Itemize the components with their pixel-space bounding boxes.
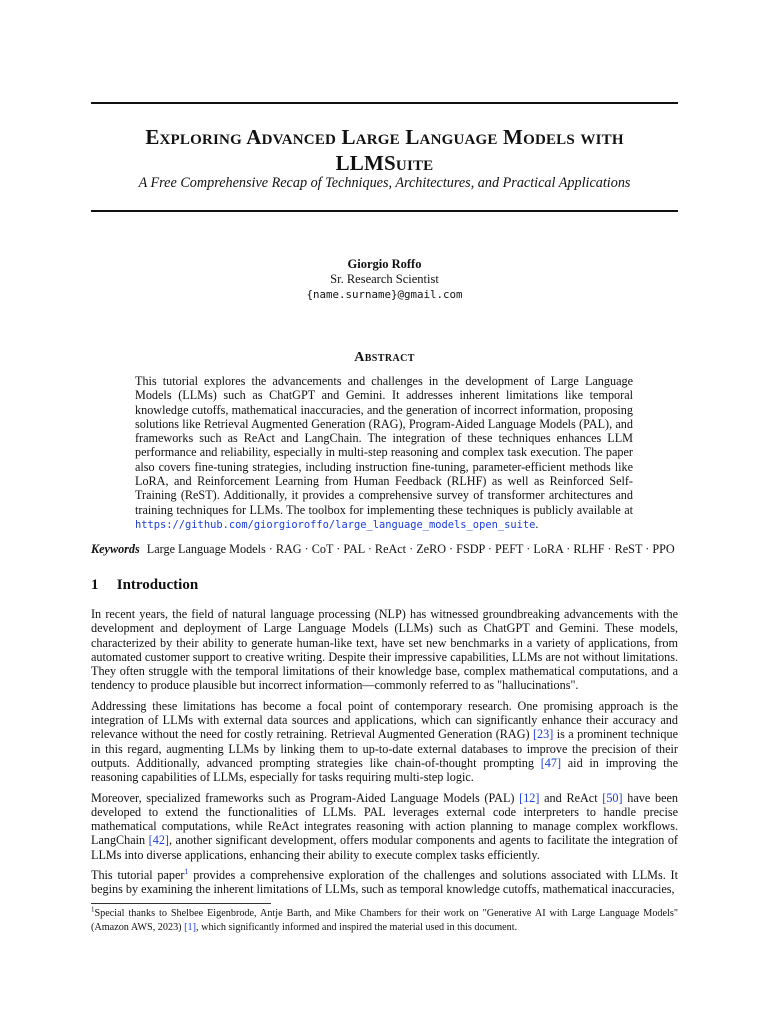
paragraph: In recent years, the field of natural language processing (NLP) has witnessed groundbreaking advancements with the development and deployment of Large Language Models (LLMs) such as ChatGPT and Gemini. These models, characterized by their ability to generate human-like text, have set new benchmarks in a variety of applications, from automated customer support to creative writing. Despite their impressive capabilities, LLMs are not without limitations. They often struggle with the temporal limitations of their knowledge base, complex mathematical computations, and a tendency to produce plausible but incorrect information—commonly referred to as "hallucinations". xyxy=(91,607,678,693)
paper-title xyxy=(91,124,678,176)
abstract-link-end: . xyxy=(535,516,539,531)
footnote-rule xyxy=(91,903,271,904)
citation-link[interactable]: [47] xyxy=(540,755,562,770)
author-email: {name.surname}@gmail.com xyxy=(306,288,463,301)
footnote: $^1$Special thanks to Shelbee Eigenbrode, Antje Barth, and Mike Chambers for their work on "Generative AI with Large Language Models" (Amazon AWS, 2023) [1], which significantly informed and inspired the material used in this document. xyxy=(91,905,678,933)
citation-link[interactable]: [42] xyxy=(148,833,169,848)
author-name: Giorgio Roffo xyxy=(347,257,422,271)
footnote-marker[interactable]: 1 xyxy=(184,866,189,876)
abstract-heading: Abstract xyxy=(354,350,415,365)
paragraph: This tutorial paper$^1$ provides a comprehensive exploration of the challenges and solutions associated with LLMs. It begins by examining the inherent limitations of LLMs, such as temporal knowledge cutoffs, mathematical inaccuracies, xyxy=(91,866,678,897)
paragraph: Moreover, specialized frameworks such as Program-Aided Language Models (PAL) [12] and ReAct [50] have been developed to extend the functionalities of LLMs. PAL leverages external code interpreters to handle precise mathematical computations, while ReAct integrates reasoning with action planning to manage complex workflows. LangChain [42], another significant development, offers modular components and agents to facilitate the integration of LLMs into diverse applications, enhancing their ability to execute complex tasks efficiently. xyxy=(91,790,678,862)
section-number: 1 xyxy=(91,577,99,593)
citation-link[interactable]: [50] xyxy=(602,790,623,805)
keywords-line xyxy=(91,542,691,557)
abstract-text: This tutorial explores the advancements and challenges in the development of Large Language Models (LLMs) such as ChatGPT and Gemini. It addresses inherent limitations like temporal knowledge cutoffs, mathematical inaccuracies, and the generation of incorrect information, proposing solutions like Retrieval Augmented Generation (RAG), Program-Aided Language Models (PAL), and frameworks such as ReAct and LangChain. The integration of these techniques enhances LLM performance and reliability, especially in multi-step reasoning and complex task execution. The paper also covers fine-tuning strategies, including instruction fine-tuning, parameter-efficient methods like LoRA, and Reinforcement Learning from Human Feedback (RLHF) as well as Reinforced Self-Training (ReST). Additionally, it provides a comprehensive survey of transformer architectures and training techniques for LLMs. The toolbox for implementing these techniques is publicly available at xyxy=(135,374,633,517)
footnote-number: 1 xyxy=(91,905,95,914)
top-rule xyxy=(91,102,678,104)
paper-subtitle: A Free Comprehensive Recap of Techniques, Architectures, and Practical Applications xyxy=(138,175,631,191)
citation-link[interactable]: [23] xyxy=(533,727,554,742)
paragraph: Addressing these limitations has become a focal point of contemporary research. One promising approach is the integration of LLMs with external data sources and applications, which can significantly enhance their accuracy and relevance without the need for costly retraining. Retrieval Augmented Generation (RAG) [23] is a prominent technique in this regard, augmenting LLMs by linking them to up-to-date external databases to improve the precision of their outputs. Additionally, advanced prompting strategies like chain-of-thought prompting [47] aid in improving the reasoning capabilities of LLMs, especially for tasks requiring multi-step logic. xyxy=(91,698,678,785)
bottom-title-rule xyxy=(91,210,678,212)
toolbox-link[interactable]: https://github.com/giorgioroffo/large_language_models_open_suite xyxy=(135,518,536,531)
abstract-body xyxy=(135,374,633,532)
introduction-body xyxy=(91,607,678,903)
title-line-1: Exploring Advanced Large Language Models with xyxy=(145,125,624,149)
citation-link[interactable]: [1] xyxy=(184,921,197,933)
author-role: Sr. Research Scientist xyxy=(330,272,439,286)
keywords-text: Large Language Models · RAG · CoT · PAL · ReAct · ZeRO · FSDP · PEFT · LoRA · RLHF · ReST · PPO xyxy=(146,542,675,556)
author-block xyxy=(91,257,678,303)
section-heading-introduction xyxy=(91,576,198,594)
section-title: Introduction xyxy=(116,577,199,593)
keywords-label: Keywords xyxy=(91,542,140,556)
title-line-2: LLMSuite xyxy=(335,151,434,175)
citation-link[interactable]: [12] xyxy=(519,790,540,805)
